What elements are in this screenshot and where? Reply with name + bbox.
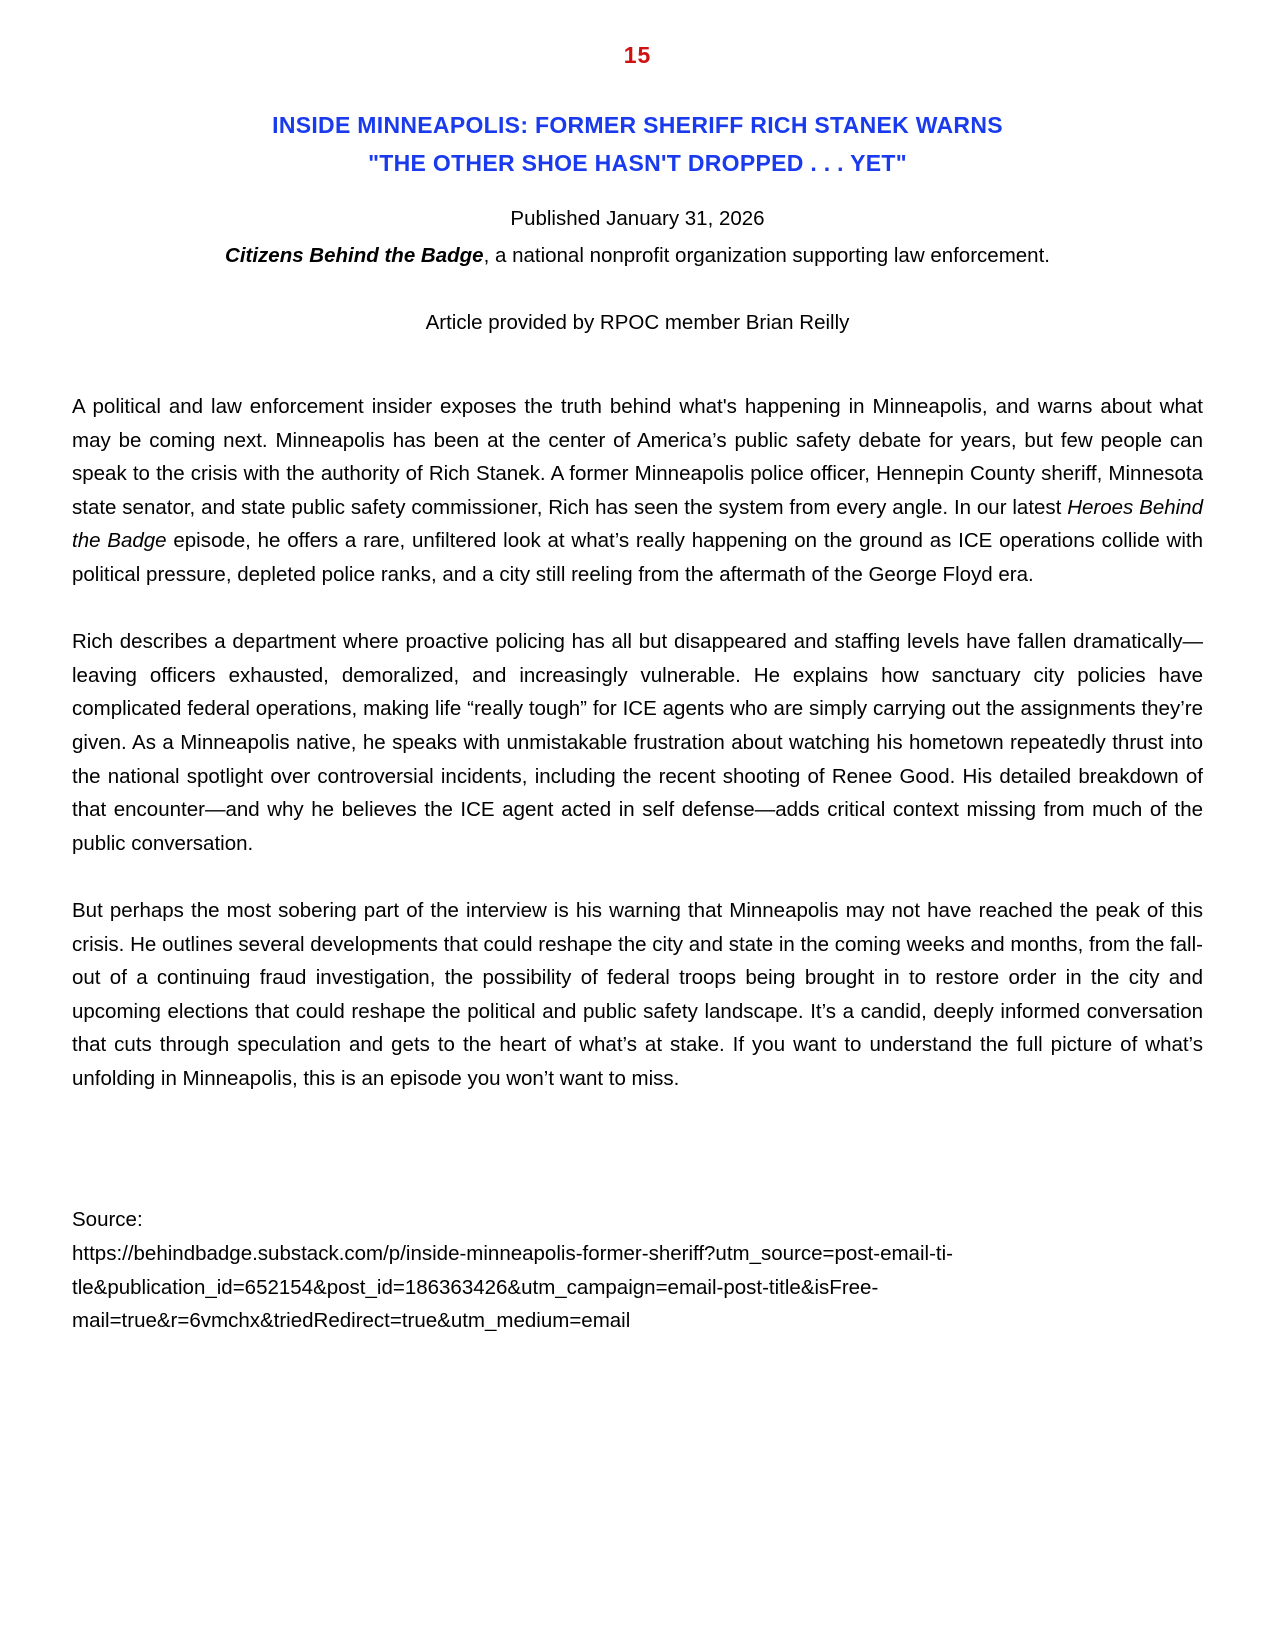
provided-by-credit: Article provided by RPOC member Brian Reilly — [425, 311, 850, 334]
page-number: 15 — [623, 42, 652, 68]
article-title — [72, 106, 1203, 182]
paragraph-3: But perhaps the most sobering part of the interview is his warning that Minneapolis may not have reached the peak of this crisis. He outlines several developments that could reshape the city and state in the coming weeks and months, from the fall-out of a continuing fraud investigation, the possibility of federal troops being brought in to restore order in the city and upcoming elections that could reshape the political and public safety landscape. It’s a candid, deeply informed conversation that cuts through speculation and gets to the heart of what’s at stake. If you want to understand the full picture of what’s unfolding in Minneapolis, this is an episode you won’t want to miss. — [72, 898, 1203, 1090]
article-body — [72, 390, 1203, 1095]
article-title-line-1: INSIDE MINNEAPOLIS: FORMER SHERIFF RICH STANEK WARNS — [272, 112, 1003, 138]
published-date: Published January 31, 2026 — [510, 207, 765, 230]
paragraph-2: Rich describes a department where proactive policing has all but disappeared and staffing levels have fallen dramatically—leaving officers exhausted, demoralized, and increasingly vulnerable. He explains how sanctuary city policies have complicated federal operations, making life “really tough” for ICE agents who are simply carrying out the assignments they’re given. As a Minneapolis native, he speaks with unmistakable frustration about watching his hometown repeatedly thrust into the national spotlight over controversial incidents, including the recent shooting of Renee Good. His detailed breakdown of that encounter—and why he believes the ICE agent acted in self defense—adds critical context missing from much of the public conversation. — [72, 630, 1203, 855]
paragraph-1: A political and law enforcement insider exposes the truth behind what's happening in Minneapolis, and warns about what may be coming next. Minneapolis has been at the center of America’s public safety debate for years, but few people can speak to the crisis with the authority of Rich Stanek. A former Minneapolis police officer, Hennepin County sheriff, Minnesota state senator, and state public safety commissioner, Rich has seen the system from every angle. In our latest Heroes Behind the Badge episode, he offers a rare, unfiltered look at what’s really happening on the ground as ICE operations collide with political pressure, depleted police ranks, and a city still reeling from the aftermath of the George Floyd era. — [72, 395, 1203, 586]
source-label: Source: — [72, 1208, 143, 1232]
source-block — [72, 1203, 1203, 1337]
source-url: https://behindbadge.substack.com/p/inside-minneapolis-former-sheriff?utm_source=post-email-ti- tle&publication_id=652154&post_id=186363426&utm_campaign=email-post-title&isFree- mail=true&r=6vmchx&triedRedirect=true&utm_medium=email — [72, 1242, 953, 1333]
byline: Citizens Behind the Badge, a national nonprofit organization supporting law enforcement. — [225, 244, 1050, 267]
article-title-line-2: "THE OTHER SHOE HASN'T DROPPED . . . YET" — [368, 150, 907, 176]
